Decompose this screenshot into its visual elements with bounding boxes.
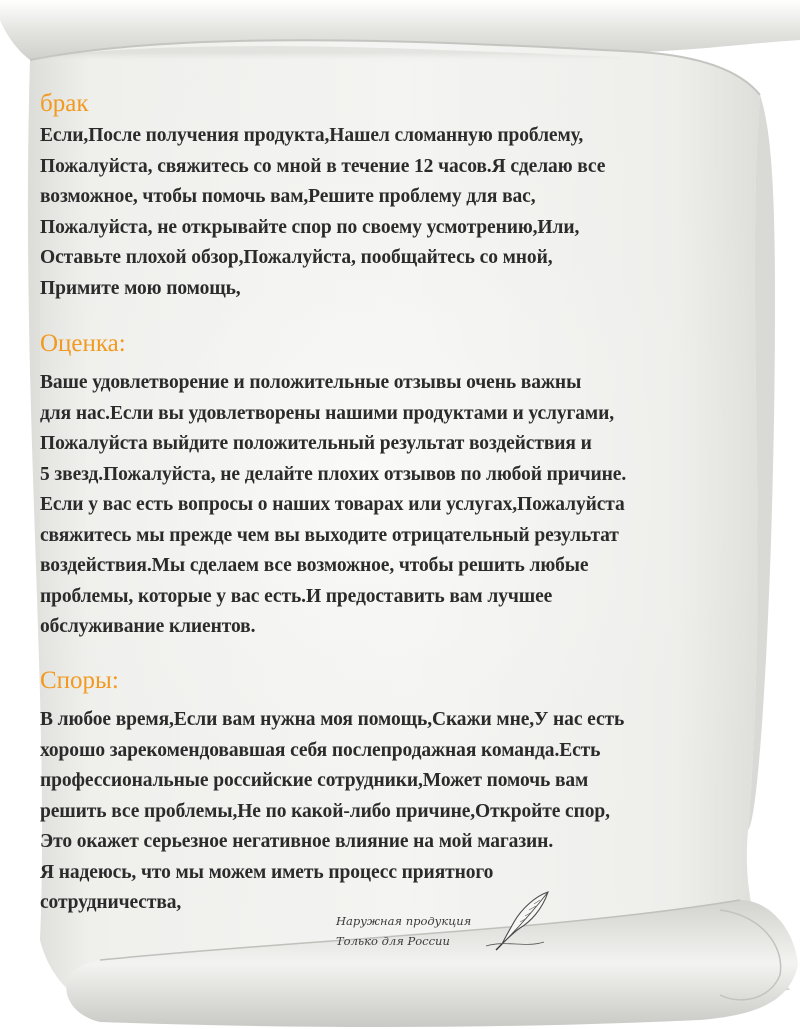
signature-line-2: Только для России [336, 934, 450, 948]
section-disputes [40, 665, 624, 919]
defect-text: Если,После получения продукта,Нашел сломанную проблему, Пожалуйста, свяжитесь со мной в течение 12 часов.Я сделаю все возможное, чтобы помочь вам,Решите проблему для вас, Пожалуйста, не открывайте спор по своему усмотрению,Или, Оставьте плохой обзор,Пожалуйста, пообщайтесь со мной, Примите мою помощь, [40, 125, 606, 299]
section-defect [40, 88, 605, 304]
defect-heading: брак [40, 90, 89, 117]
disputes-heading: Споры: [40, 667, 119, 694]
signature-line-1: Наружная продукция [336, 914, 472, 928]
disputes-text: В любое время,Если вам нужна моя помощь,Скажи мне,У нас есть хорошо зарекомендовавшая себя послепродажная команда.Есть профессиональные российские сотрудники,Может помочь вам решить все проблемы,Не по какой-либо причине,Откройте спор, Это окажет серьезное негативное влияние на мой магазин. Я надеюсь, что мы можем иметь процесс приятного сотрудничества, [40, 709, 625, 913]
rating-heading: Оценка: [40, 330, 126, 357]
signature-block [336, 888, 556, 958]
section-rating [40, 328, 626, 643]
quill-pen-icon [486, 888, 558, 952]
rating-text: Ваше удовлетворение и положительные отзывы очень важны для нас.Если вы удовлетворены нашими продуктами и услугами, Пожалуйста выйдите положительный результат воздействия и 5 звезд.Пожалуйста, не делайте плохих отзывов по любой причине. Если у вас есть вопросы о наших товарах или услугах,Пожалуйста свяжитесь мы прежде чем вы выходите отрицательный результат воздействия.Мы сделаем все возможное, чтобы решить любые проблемы, которые у вас есть.И предоставить вам лучшее обслуживание клиентов. [40, 372, 627, 637]
